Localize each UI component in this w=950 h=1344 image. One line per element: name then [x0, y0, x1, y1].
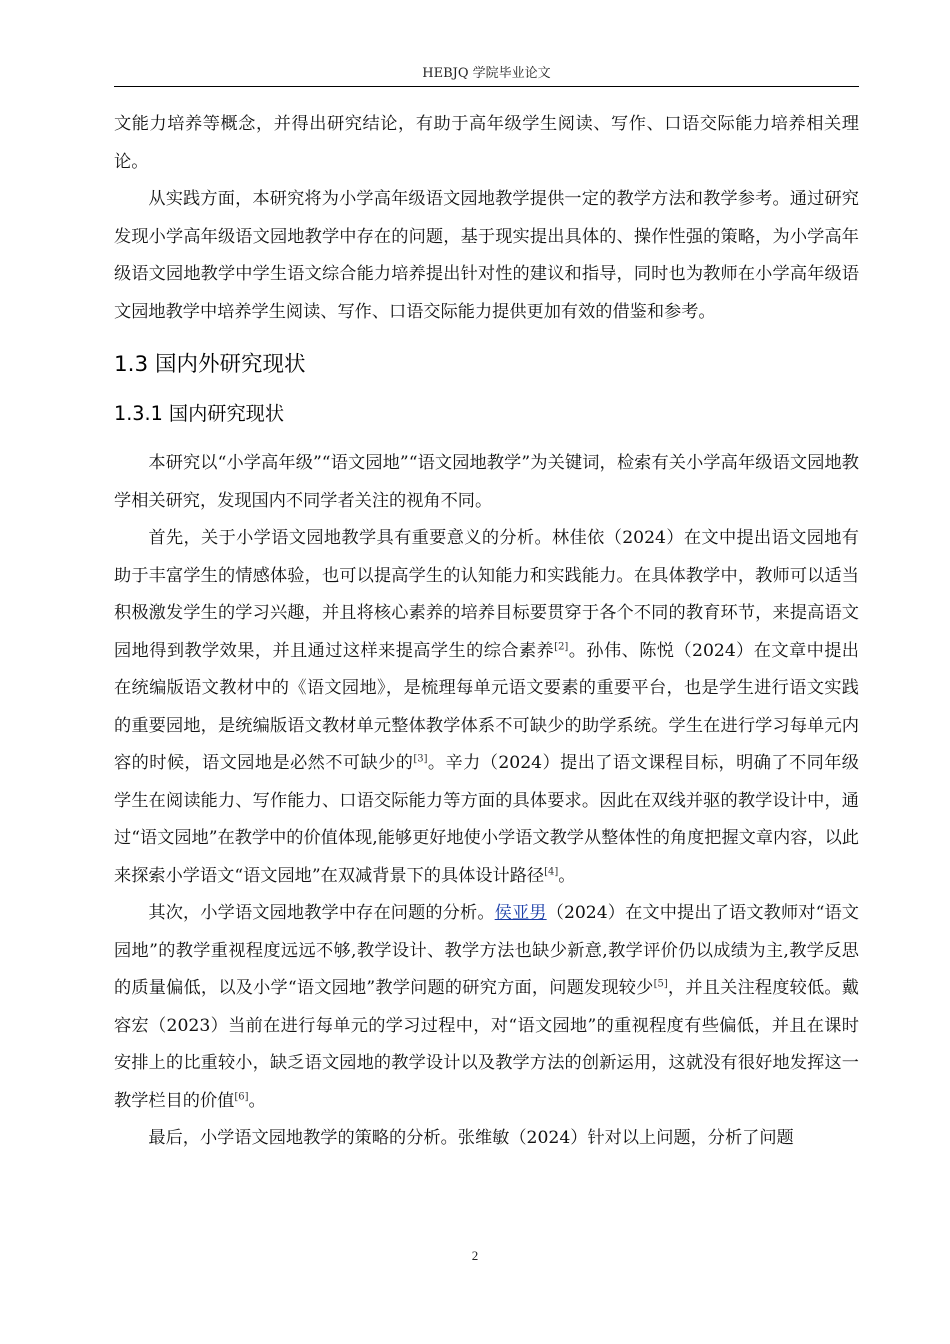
author-link[interactable]: 侯亚男	[494, 903, 547, 923]
citation-ref: [3]	[413, 753, 428, 765]
running-header: HEBJQ 学院毕业论文	[422, 66, 551, 81]
header-rule	[114, 86, 859, 87]
text-segment: ，并且关注程度较低。戴容宏（2023）当前在进行每单元的学习过程中，对“语文园地”的重视程度有些偏低，并且在课时安排上的比重较小，缺乏语文园地的教学设计以及教学方法的创新运用，这就没有很好地发挥这一教学栏目的价值	[114, 978, 859, 1111]
paragraph-practice-significance: 从实践方面，本研究将为小学高年级语文园地教学提供一定的教学方法和教学参考。通过研究发现小学高年级语文园地教学中存在的问题，基于现实提出具体的、操作性强的策略，为小学高年级语文园地教学中学生语文综合能力培养提出针对性的建议和指导，同时也为教师在小学高年级语文园地教学中培养学生阅读、写作、口语交际能力提供更加有效的借鉴和参考。	[114, 189, 859, 322]
citation-ref: [5]	[653, 978, 668, 990]
text-segment: 。辛力（2024）提出了语文课程目标，明确了不同年级学生在阅读能力、写作能力、口语交际能力等方面的具体要求。因此在双线并驱的教学设计中，通过“语文园地”在教学中的价值体现,能够更好地使小学语文教学从整体性的角度把握文章内容，以此来探索小学语文“语文园地”在双减背景下的具体设计路径	[114, 753, 859, 886]
paragraph-problem-analysis	[114, 895, 859, 1120]
paragraph-keywords: 本研究以“小学高年级”“语文园地”“语文园地教学”为关键词，检索有关小学高年级语文园地教学相关研究，发现国内不同学者关注的视角不同。	[114, 453, 859, 511]
citation-ref: [2]	[554, 640, 569, 652]
text-segment: 。	[248, 1090, 266, 1111]
body-text	[114, 106, 859, 1158]
paragraph-significance-analysis	[114, 520, 859, 895]
text-segment: 其次，小学语文园地教学中存在问题的分析。	[148, 903, 495, 923]
text-segment: 首先，关于小学语文园地教学具有重要意义的分析。林佳依（2024）在文中提出语文园地有助于丰富学生的情感体验，也可以提高学生的认知能力和实践能力。在具体教学中，教师可以适当积极激发学生的学习兴趣，并且将核心素养的培养目标要贯穿于各个不同的教育环节，来提高语文园地得到教学效果，并且通过这样来提高学生的综合素养	[114, 528, 859, 661]
citation-ref: [6]	[234, 1090, 249, 1102]
text-segment: 。	[558, 865, 576, 886]
paragraph-continued: 文能力培养等概念，并得出研究结论，有助于高年级学生阅读、写作、口语交际能力培养相关理论。	[114, 114, 859, 172]
citation-ref: [4]	[544, 865, 559, 877]
page-number: 2	[471, 1248, 479, 1263]
paragraph-strategy-analysis: 最后，小学语文园地教学的策略的分析。张维敏（2024）针对以上问题，分析了问题	[148, 1128, 794, 1148]
text-segment: 。孙伟、陈悦（2024）在文章中提出在统编版语文教材中的《语文园地》，是梳理每单元语文要素的重要平台，也是学生进行语文实践的重要园地，是统编版语文教材单元整体教学体系不可缺少的助学系统。学生在进行学习每单元内容的时候，语文园地是必然不可缺少的	[114, 640, 859, 773]
subsection-heading-1-3-1: 1.3.1 国内研究现状	[114, 402, 285, 425]
text-segment: （2024）在文中提出了语文教师对“语文园地”的教学重视程度远远不够,教学设计、教学方法也缺少新意,教学评价仍以成绩为主,教学反思的质量偏低，以及小学“语文园地”教学问题的研究方面，问题发现较少	[114, 903, 859, 998]
section-heading-1-3: 1.3 国内外研究现状	[114, 352, 306, 377]
